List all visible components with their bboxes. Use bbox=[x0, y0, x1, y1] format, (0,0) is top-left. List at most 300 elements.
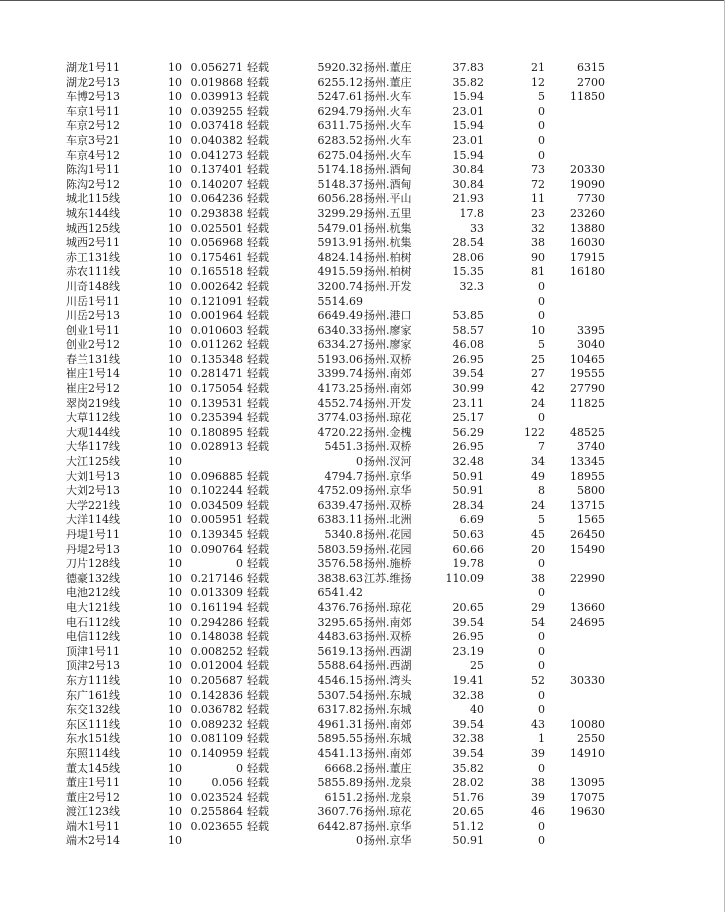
line-name-cell: 电池212线 bbox=[66, 586, 120, 600]
table-row bbox=[0, 295, 725, 310]
value-cell: 5588.64 bbox=[317, 659, 363, 673]
line-name-cell: 大观144线 bbox=[66, 425, 120, 439]
metric-b-cell: 43 bbox=[531, 717, 545, 731]
metric-a-cell: 32.3 bbox=[459, 279, 484, 293]
voltage-cell: 10 bbox=[168, 236, 182, 250]
load-status-cell: 轻载 bbox=[247, 221, 269, 235]
table-row bbox=[0, 762, 725, 777]
line-name-cell: 东交132线 bbox=[66, 703, 120, 717]
value-cell: 6541.42 bbox=[317, 586, 363, 600]
spreadsheet-table bbox=[0, 61, 725, 849]
location-cell: 扬州.双桥 bbox=[364, 498, 412, 512]
table-row bbox=[0, 178, 725, 193]
location-cell: 扬州.火车 bbox=[364, 90, 412, 104]
load-ratio-cell: 0.217146 bbox=[190, 571, 243, 585]
metric-c-cell: 7730 bbox=[577, 192, 605, 206]
location-cell: 扬州.施桥 bbox=[364, 557, 412, 571]
metric-c-cell: 27790 bbox=[570, 382, 605, 396]
line-name-cell: 车京4号12 bbox=[66, 148, 120, 162]
load-ratio-cell: 0.039913 bbox=[190, 90, 243, 104]
load-status-cell: 轻载 bbox=[247, 411, 269, 425]
table-row bbox=[0, 776, 725, 791]
location-cell: 扬州.双桥 bbox=[364, 630, 412, 644]
metric-b-cell: 0 bbox=[538, 133, 545, 147]
value-cell: 6317.82 bbox=[317, 703, 363, 717]
line-name-cell: 丹堤2号13 bbox=[66, 542, 120, 556]
load-ratio-cell: 0 bbox=[236, 557, 243, 571]
line-name-cell: 东广161线 bbox=[66, 688, 120, 702]
voltage-cell: 10 bbox=[168, 542, 182, 556]
voltage-cell: 10 bbox=[168, 425, 182, 439]
metric-c-cell: 11825 bbox=[570, 396, 605, 410]
line-name-cell: 城西125线 bbox=[66, 221, 120, 235]
metric-b-cell: 46 bbox=[531, 805, 545, 819]
table-row bbox=[0, 689, 725, 704]
metric-a-cell: 23.01 bbox=[452, 104, 484, 118]
table-row bbox=[0, 805, 725, 820]
voltage-cell: 10 bbox=[168, 528, 182, 541]
load-ratio-cell: 0 bbox=[236, 761, 243, 775]
line-name-cell: 大华117线 bbox=[66, 440, 120, 454]
metric-b-cell: 0 bbox=[538, 834, 545, 848]
metric-b-cell: 29 bbox=[531, 600, 545, 614]
metric-b-cell: 90 bbox=[531, 250, 545, 264]
value-cell: 6056.28 bbox=[317, 192, 363, 206]
value-cell: 3295.65 bbox=[317, 615, 363, 629]
line-name-cell: 赤工131线 bbox=[66, 250, 120, 264]
metric-a-cell: 53.85 bbox=[452, 309, 484, 323]
line-name-cell: 湖龙2号13 bbox=[66, 75, 120, 89]
table-row bbox=[0, 236, 725, 251]
value-cell: 5307.54 bbox=[317, 688, 363, 702]
voltage-cell: 10 bbox=[168, 703, 182, 717]
load-ratio-cell: 0.294286 bbox=[190, 615, 243, 629]
metric-a-cell: 110.09 bbox=[445, 571, 484, 585]
metric-a-cell: 50.91 bbox=[452, 834, 484, 848]
voltage-cell: 10 bbox=[168, 805, 182, 819]
value-cell: 3576.58 bbox=[317, 557, 363, 571]
line-name-cell: 顶津2号13 bbox=[66, 659, 120, 673]
location-cell: 扬州.湾头 bbox=[364, 673, 412, 687]
metric-a-cell: 25.17 bbox=[452, 411, 484, 425]
load-status-cell: 轻载 bbox=[247, 133, 269, 147]
load-ratio-cell: 0.019868 bbox=[190, 75, 243, 89]
metric-b-cell: 72 bbox=[531, 177, 545, 191]
table-row bbox=[0, 791, 725, 806]
voltage-cell: 10 bbox=[168, 250, 182, 264]
metric-b-cell: 38 bbox=[531, 236, 545, 250]
metric-c-cell: 16030 bbox=[570, 236, 605, 250]
table-row bbox=[0, 630, 725, 645]
voltage-cell: 10 bbox=[168, 338, 182, 352]
line-name-cell: 刀片128线 bbox=[66, 557, 120, 571]
line-name-cell: 顶津1号11 bbox=[66, 644, 120, 658]
load-status-cell: 轻载 bbox=[247, 615, 269, 629]
value-cell: 5193.06 bbox=[317, 352, 363, 366]
load-status-cell: 轻载 bbox=[247, 294, 269, 308]
metric-a-cell: 20.65 bbox=[452, 600, 484, 614]
table-row bbox=[0, 601, 725, 616]
load-status-cell: 轻载 bbox=[247, 206, 269, 220]
metric-b-cell: 39 bbox=[531, 790, 545, 804]
line-name-cell: 大刘2号13 bbox=[66, 484, 120, 498]
value-cell: 3200.74 bbox=[317, 279, 363, 293]
load-ratio-cell: 0.140959 bbox=[190, 746, 243, 760]
location-cell: 扬州.南郊 bbox=[364, 746, 412, 760]
metric-b-cell: 11 bbox=[531, 192, 545, 206]
load-status-cell: 轻载 bbox=[247, 236, 269, 250]
metric-a-cell: 23.01 bbox=[452, 133, 484, 147]
metric-a-cell: 50.91 bbox=[452, 469, 484, 483]
load-ratio-cell: 0.281471 bbox=[190, 367, 243, 381]
load-ratio-cell: 0.040382 bbox=[190, 133, 243, 147]
table-row bbox=[0, 309, 725, 324]
metric-b-cell: 23 bbox=[531, 206, 545, 220]
metric-a-cell: 19.78 bbox=[452, 557, 484, 571]
line-name-cell: 湖龙1号11 bbox=[66, 61, 120, 74]
location-cell: 扬州.双桥 bbox=[364, 440, 412, 454]
metric-a-cell: 20.65 bbox=[452, 805, 484, 819]
location-cell: 扬州.汊河 bbox=[364, 455, 412, 469]
line-name-cell: 董庄2号12 bbox=[66, 790, 120, 804]
load-ratio-cell: 0.139531 bbox=[190, 396, 243, 410]
location-cell: 扬州.酒甸 bbox=[364, 177, 412, 191]
voltage-cell: 10 bbox=[168, 119, 182, 133]
value-cell: 6311.75 bbox=[317, 119, 363, 133]
metric-a-cell: 28.34 bbox=[452, 498, 484, 512]
metric-a-cell: 35.82 bbox=[452, 75, 484, 89]
metric-a-cell: 28.54 bbox=[452, 236, 484, 250]
load-status-cell: 轻载 bbox=[247, 192, 269, 206]
value-cell: 4824.14 bbox=[317, 250, 363, 264]
value-cell: 3774.03 bbox=[317, 411, 363, 425]
value-cell: 3399.74 bbox=[317, 367, 363, 381]
load-ratio-cell: 0.255864 bbox=[190, 805, 243, 819]
voltage-cell: 10 bbox=[168, 148, 182, 162]
metric-a-cell: 26.95 bbox=[452, 440, 484, 454]
value-cell: 4752.09 bbox=[317, 484, 363, 498]
voltage-cell: 10 bbox=[168, 440, 182, 454]
load-ratio-cell: 0.137401 bbox=[190, 163, 243, 177]
load-ratio-cell: 0.089232 bbox=[190, 717, 243, 731]
load-ratio-cell: 0.165518 bbox=[190, 265, 243, 279]
metric-a-cell: 6.69 bbox=[459, 513, 484, 527]
table-row bbox=[0, 484, 725, 499]
value-cell: 3299.29 bbox=[317, 206, 363, 220]
value-cell: 6294.79 bbox=[317, 104, 363, 118]
location-cell: 扬州.杭集 bbox=[364, 221, 412, 235]
location-cell: 扬州.龙泉 bbox=[364, 790, 412, 804]
location-cell: 扬州.五里 bbox=[364, 206, 412, 220]
metric-b-cell: 0 bbox=[538, 630, 545, 644]
load-status-cell: 轻载 bbox=[247, 352, 269, 366]
voltage-cell: 10 bbox=[168, 279, 182, 293]
metric-a-cell: 51.12 bbox=[452, 819, 484, 833]
voltage-cell: 10 bbox=[168, 75, 182, 89]
location-cell: 扬州.平山 bbox=[364, 192, 412, 206]
voltage-cell: 10 bbox=[168, 513, 182, 527]
metric-b-cell: 8 bbox=[538, 484, 545, 498]
metric-c-cell: 17075 bbox=[570, 790, 605, 804]
load-ratio-cell: 0.010603 bbox=[190, 323, 243, 337]
metric-b-cell: 12 bbox=[531, 75, 545, 89]
metric-b-cell: 49 bbox=[531, 469, 545, 483]
voltage-cell: 10 bbox=[168, 455, 182, 469]
value-cell: 4961.31 bbox=[317, 717, 363, 731]
metric-a-cell: 40 bbox=[470, 703, 484, 717]
value-cell: 5174.18 bbox=[317, 163, 363, 177]
voltage-cell: 10 bbox=[168, 382, 182, 396]
metric-a-cell: 30.84 bbox=[452, 177, 484, 191]
location-cell: 扬州.京华 bbox=[364, 469, 412, 483]
metric-c-cell: 17915 bbox=[570, 250, 605, 264]
load-status-cell: 轻载 bbox=[247, 425, 269, 439]
table-row bbox=[0, 382, 725, 397]
line-name-cell: 城西2号11 bbox=[66, 236, 120, 250]
value-cell: 5855.89 bbox=[317, 776, 363, 790]
table-row bbox=[0, 586, 725, 601]
metric-c-cell: 19630 bbox=[570, 805, 605, 819]
voltage-cell: 10 bbox=[168, 834, 182, 848]
metric-c-cell: 5800 bbox=[577, 484, 605, 498]
location-cell: 扬州.董庄 bbox=[364, 75, 412, 89]
voltage-cell: 10 bbox=[168, 746, 182, 760]
location-cell: 扬州.廖家 bbox=[364, 323, 412, 337]
line-name-cell: 大学221线 bbox=[66, 498, 120, 512]
table-row bbox=[0, 470, 725, 485]
voltage-cell: 10 bbox=[168, 571, 182, 585]
location-cell: 扬州.东城 bbox=[364, 732, 412, 746]
load-status-cell: 轻载 bbox=[247, 323, 269, 337]
load-ratio-cell: 0.064236 bbox=[190, 192, 243, 206]
metric-b-cell: 0 bbox=[538, 411, 545, 425]
load-status-cell: 轻载 bbox=[247, 469, 269, 483]
voltage-cell: 10 bbox=[168, 133, 182, 147]
table-row bbox=[0, 499, 725, 514]
line-name-cell: 丹堤1号11 bbox=[66, 528, 120, 541]
load-status-cell: 轻载 bbox=[247, 528, 269, 541]
voltage-cell: 10 bbox=[168, 484, 182, 498]
voltage-cell: 10 bbox=[168, 396, 182, 410]
metric-c-cell: 24695 bbox=[570, 615, 605, 629]
load-ratio-cell: 0.008252 bbox=[190, 644, 243, 658]
line-name-cell: 大洋114线 bbox=[66, 513, 120, 527]
metric-c-cell: 16180 bbox=[570, 265, 605, 279]
load-ratio-cell: 0.293838 bbox=[190, 206, 243, 220]
table-row bbox=[0, 572, 725, 587]
value-cell: 4483.63 bbox=[317, 630, 363, 644]
metric-a-cell: 58.57 bbox=[452, 323, 484, 337]
table-row bbox=[0, 61, 725, 76]
line-name-cell: 德豪132线 bbox=[66, 571, 120, 585]
load-ratio-cell: 0.139345 bbox=[190, 528, 243, 541]
load-ratio-cell: 0.012004 bbox=[190, 659, 243, 673]
value-cell: 4915.59 bbox=[317, 265, 363, 279]
load-ratio-cell: 0.096885 bbox=[190, 469, 243, 483]
value-cell: 4552.74 bbox=[317, 396, 363, 410]
load-status-cell: 轻载 bbox=[247, 148, 269, 162]
table-row bbox=[0, 149, 725, 164]
location-cell: 扬州.火车 bbox=[364, 148, 412, 162]
load-status-cell: 轻载 bbox=[247, 630, 269, 644]
load-status-cell: 轻载 bbox=[247, 484, 269, 498]
metric-a-cell: 37.83 bbox=[452, 61, 484, 74]
location-cell: 扬州.港口 bbox=[364, 309, 412, 323]
voltage-cell: 10 bbox=[168, 163, 182, 177]
value-cell: 5803.59 bbox=[317, 542, 363, 556]
voltage-cell: 10 bbox=[168, 717, 182, 731]
metric-c-cell: 2550 bbox=[577, 732, 605, 746]
load-ratio-cell: 0.140207 bbox=[190, 177, 243, 191]
metric-c-cell: 48525 bbox=[570, 425, 605, 439]
table-row bbox=[0, 557, 725, 572]
voltage-cell: 10 bbox=[168, 411, 182, 425]
load-ratio-cell: 0.036782 bbox=[190, 703, 243, 717]
line-name-cell: 端木1号11 bbox=[66, 819, 120, 833]
load-status-cell: 轻载 bbox=[247, 177, 269, 191]
value-cell: 5148.37 bbox=[317, 177, 363, 191]
voltage-cell: 10 bbox=[168, 221, 182, 235]
location-cell: 扬州.金槐 bbox=[364, 425, 412, 439]
value-cell: 6283.52 bbox=[317, 133, 363, 147]
metric-c-cell: 19555 bbox=[570, 367, 605, 381]
top-border bbox=[0, 0, 725, 1]
metric-b-cell: 21 bbox=[531, 61, 545, 74]
location-cell: 扬州.南郊 bbox=[364, 615, 412, 629]
metric-c-cell: 30330 bbox=[570, 673, 605, 687]
table-row bbox=[0, 397, 725, 412]
location-cell: 扬州.东城 bbox=[364, 703, 412, 717]
line-name-cell: 翠岗219线 bbox=[66, 396, 120, 410]
load-status-cell: 轻载 bbox=[247, 644, 269, 658]
table-row bbox=[0, 703, 725, 718]
metric-a-cell: 26.95 bbox=[452, 352, 484, 366]
load-status-cell: 轻载 bbox=[247, 279, 269, 293]
load-status-cell: 轻载 bbox=[247, 309, 269, 323]
load-ratio-cell: 0.001964 bbox=[190, 309, 243, 323]
metric-a-cell: 32.48 bbox=[452, 455, 484, 469]
voltage-cell: 10 bbox=[168, 659, 182, 673]
line-name-cell: 端木2号14 bbox=[66, 834, 120, 848]
metric-a-cell: 19.41 bbox=[452, 673, 484, 687]
value-cell: 5479.01 bbox=[317, 221, 363, 235]
value-cell: 6339.47 bbox=[317, 498, 363, 512]
line-name-cell: 东区111线 bbox=[66, 717, 120, 731]
line-name-cell: 大江125线 bbox=[66, 455, 120, 469]
metric-b-cell: 38 bbox=[531, 776, 545, 790]
load-ratio-cell: 0.142836 bbox=[190, 688, 243, 702]
metric-b-cell: 25 bbox=[531, 352, 545, 366]
line-name-cell: 川岳1号11 bbox=[66, 294, 120, 308]
location-cell: 扬州.花园 bbox=[364, 528, 412, 541]
line-name-cell: 车博2号13 bbox=[66, 90, 120, 104]
load-status-cell: 轻载 bbox=[247, 746, 269, 760]
load-ratio-cell: 0.148038 bbox=[190, 630, 243, 644]
line-name-cell: 陈沟1号11 bbox=[66, 163, 120, 177]
metric-a-cell: 50.63 bbox=[452, 528, 484, 541]
location-cell: 扬州.西湖 bbox=[364, 644, 412, 658]
load-status-cell: 轻载 bbox=[247, 396, 269, 410]
load-status-cell: 轻载 bbox=[247, 75, 269, 89]
value-cell: 6334.27 bbox=[317, 338, 363, 352]
voltage-cell: 10 bbox=[168, 776, 182, 790]
location-cell: 扬州.酒甸 bbox=[364, 163, 412, 177]
location-cell: 扬州.京华 bbox=[364, 834, 412, 848]
load-ratio-cell: 0.175054 bbox=[190, 382, 243, 396]
location-cell: 扬州.南郊 bbox=[364, 717, 412, 731]
load-status-cell: 轻载 bbox=[247, 703, 269, 717]
load-ratio-cell: 0.056 bbox=[211, 776, 243, 790]
load-status-cell: 轻载 bbox=[247, 819, 269, 833]
metric-b-cell: 42 bbox=[531, 382, 545, 396]
load-ratio-cell: 0.161194 bbox=[190, 600, 243, 614]
metric-a-cell: 60.66 bbox=[452, 542, 484, 556]
location-cell: 扬州.廖家 bbox=[364, 338, 412, 352]
line-name-cell: 东照114线 bbox=[66, 746, 120, 760]
load-status-cell: 轻载 bbox=[247, 513, 269, 527]
table-row bbox=[0, 338, 725, 353]
metric-a-cell: 39.54 bbox=[452, 615, 484, 629]
location-cell: 扬州.柏树 bbox=[364, 250, 412, 264]
metric-b-cell: 34 bbox=[531, 455, 545, 469]
table-row bbox=[0, 455, 725, 470]
table-row bbox=[0, 440, 725, 455]
table-row bbox=[0, 732, 725, 747]
location-cell: 扬州.开发 bbox=[364, 279, 412, 293]
metric-a-cell: 35.82 bbox=[452, 761, 484, 775]
value-cell: 4794.7 bbox=[324, 469, 363, 483]
location-cell: 扬州.董庄 bbox=[364, 761, 412, 775]
location-cell: 扬州.京华 bbox=[364, 819, 412, 833]
voltage-cell: 10 bbox=[168, 498, 182, 512]
value-cell: 0 bbox=[356, 455, 363, 469]
metric-b-cell: 52 bbox=[531, 673, 545, 687]
location-cell: 扬州.东城 bbox=[364, 688, 412, 702]
voltage-cell: 10 bbox=[168, 192, 182, 206]
load-status-cell: 轻载 bbox=[247, 673, 269, 687]
metric-c-cell: 3740 bbox=[577, 440, 605, 454]
table-row bbox=[0, 280, 725, 295]
metric-b-cell: 20 bbox=[531, 542, 545, 556]
load-status-cell: 轻载 bbox=[247, 790, 269, 804]
table-row bbox=[0, 192, 725, 207]
load-status-cell: 轻载 bbox=[247, 732, 269, 746]
line-name-cell: 渡江123线 bbox=[66, 805, 120, 819]
metric-c-cell: 13880 bbox=[570, 221, 605, 235]
load-ratio-cell: 0.023524 bbox=[190, 790, 243, 804]
location-cell: 扬州.北洲 bbox=[364, 513, 412, 527]
metric-a-cell: 30.84 bbox=[452, 163, 484, 177]
metric-b-cell: 1 bbox=[538, 732, 545, 746]
metric-a-cell: 25 bbox=[470, 659, 484, 673]
load-ratio-cell: 0.041273 bbox=[190, 148, 243, 162]
voltage-cell: 10 bbox=[168, 352, 182, 366]
voltage-cell: 10 bbox=[168, 90, 182, 104]
load-ratio-cell: 0.023655 bbox=[190, 819, 243, 833]
table-row bbox=[0, 411, 725, 426]
table-row bbox=[0, 353, 725, 368]
metric-c-cell: 3395 bbox=[577, 323, 605, 337]
metric-a-cell: 21.93 bbox=[452, 192, 484, 206]
line-name-cell: 崔庄2号12 bbox=[66, 382, 120, 396]
metric-c-cell: 23260 bbox=[570, 206, 605, 220]
metric-b-cell: 81 bbox=[531, 265, 545, 279]
table-row bbox=[0, 265, 725, 280]
load-ratio-cell: 0.090764 bbox=[190, 542, 243, 556]
line-name-cell: 创业1号11 bbox=[66, 323, 120, 337]
location-cell: 扬州.杭集 bbox=[364, 236, 412, 250]
metric-b-cell: 5 bbox=[538, 513, 545, 527]
